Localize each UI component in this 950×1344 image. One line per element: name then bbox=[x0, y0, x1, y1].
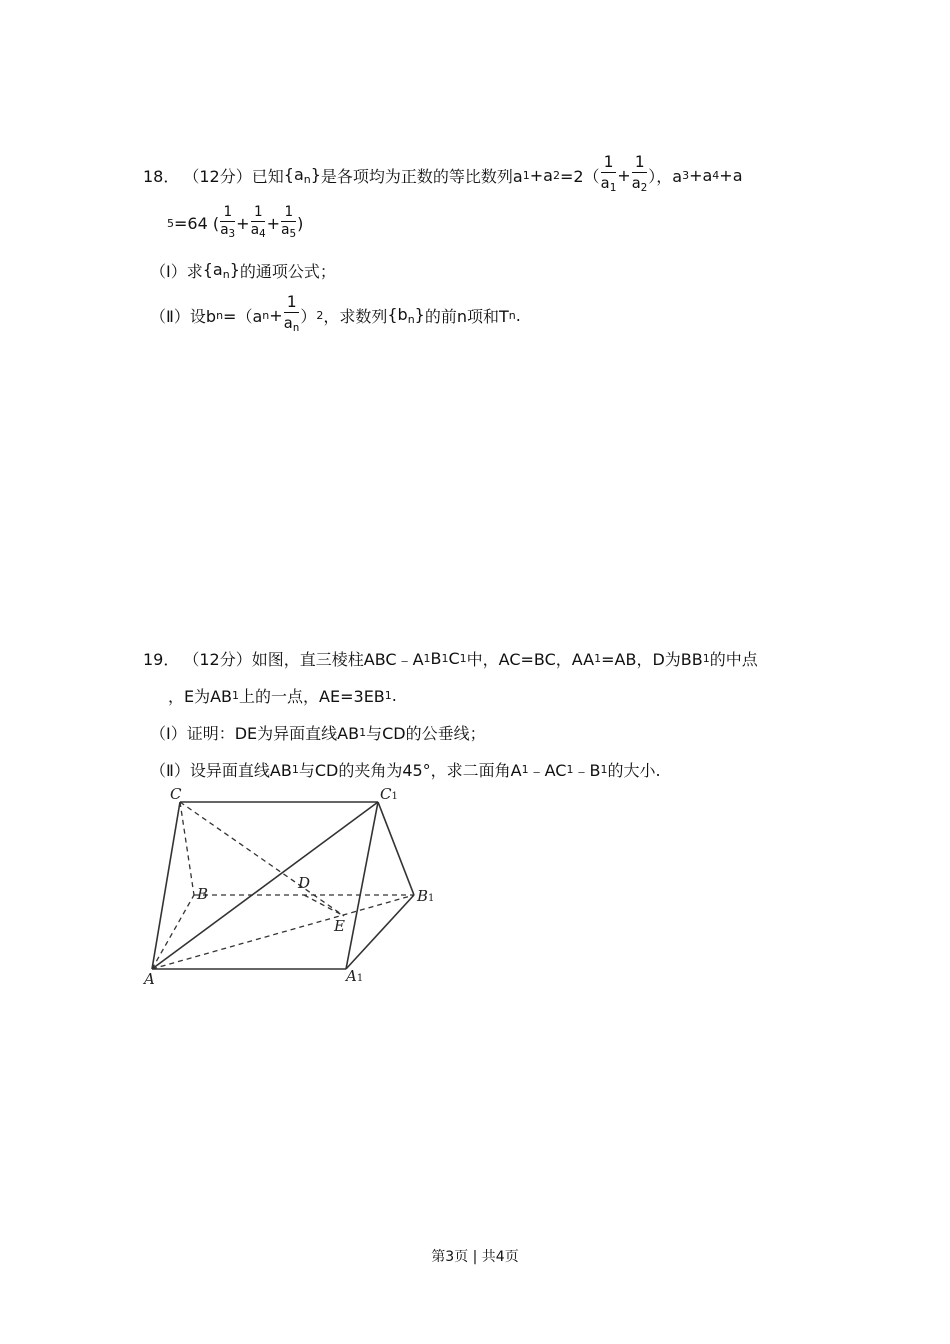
q18-number: 18． bbox=[143, 166, 180, 186]
fraction-1-over-a5: $\frac{1}{a_5}$ bbox=[281, 204, 297, 240]
q19-part2: （Ⅱ） 设异面直线AB 1 与CD的夹角为45°，求二面角A 1 ﹣AC 1 ﹣B 1 的大小. bbox=[150, 760, 661, 780]
q18-score: （12分） bbox=[183, 166, 252, 186]
edge-A-B1 bbox=[152, 895, 414, 969]
edge-C1-A1 bbox=[346, 802, 378, 969]
label-D: D bbox=[298, 874, 311, 892]
q18-line2: 5 =64 ( $\frac{1}{a_3}$ + $\frac{1}{a_4}$ + $\frac{1}{a_5}$ ) bbox=[167, 204, 304, 240]
q19-part1: （Ⅰ） 证明：DE为异面直线AB 1 与CD的公垂线； bbox=[150, 723, 486, 743]
fraction-1-over-a4: $\frac{1}{a_4}$ bbox=[250, 204, 266, 240]
edge-A1-B1 bbox=[346, 895, 414, 969]
edge-D-E bbox=[304, 895, 344, 916]
fraction-1-over-a1: $\frac{1}{a_1}$ bbox=[600, 152, 617, 194]
edge-C1-B1 bbox=[378, 802, 414, 895]
label-B: B bbox=[197, 885, 209, 903]
q19-line1: 19． （12分） 如图，直三棱柱ABC﹣A 1 B 1 C 1 中，AC=BC，AA 1 =AB，D为BB 1 的中点 bbox=[143, 648, 758, 669]
label-A: A bbox=[144, 970, 155, 988]
fraction-1-over-a3: $\frac{1}{a_3}$ bbox=[220, 204, 236, 240]
q18-part1: （Ⅰ） 求 $\{a_n\}$ 的通项公式； bbox=[150, 259, 336, 281]
q18-line1: 18． （12分） 已知 $\{a_n\}$ 是各项均为正数的等比数列a 1 +a 2 =2（ $\frac{1}{a_1}$ + $\frac{1}{a_2}$ ），a 3 +a 4 +a bbox=[143, 155, 743, 195]
prism-figure bbox=[140, 783, 450, 993]
page-footer: 第3页 | 共4页 bbox=[431, 1249, 519, 1265]
fraction-1-over-a2: $\frac{1}{a_2}$ bbox=[631, 152, 648, 194]
q19-score: （12分） bbox=[183, 649, 252, 669]
label-A1: A1 bbox=[346, 967, 364, 985]
label-C1: C1 bbox=[380, 785, 398, 803]
label-C: C bbox=[170, 785, 182, 803]
edge-A-C1 bbox=[152, 802, 378, 969]
edge-C-B bbox=[180, 802, 194, 895]
q19-line2: ，E为AB 1 上的一点，AE=3EB 1 . bbox=[168, 685, 397, 706]
q19-number: 19． bbox=[143, 649, 180, 669]
label-B1: B1 bbox=[417, 887, 435, 905]
q18-part2: （Ⅱ） 设b n =（a n + $\frac{1}{a_n}$ ） 2 ，求数列 $\{b_n\}$ 的前n项和T n . bbox=[150, 292, 521, 338]
label-E: E bbox=[334, 917, 345, 935]
fraction-1-over-an: $\frac{1}{a_n}$ bbox=[283, 292, 300, 334]
